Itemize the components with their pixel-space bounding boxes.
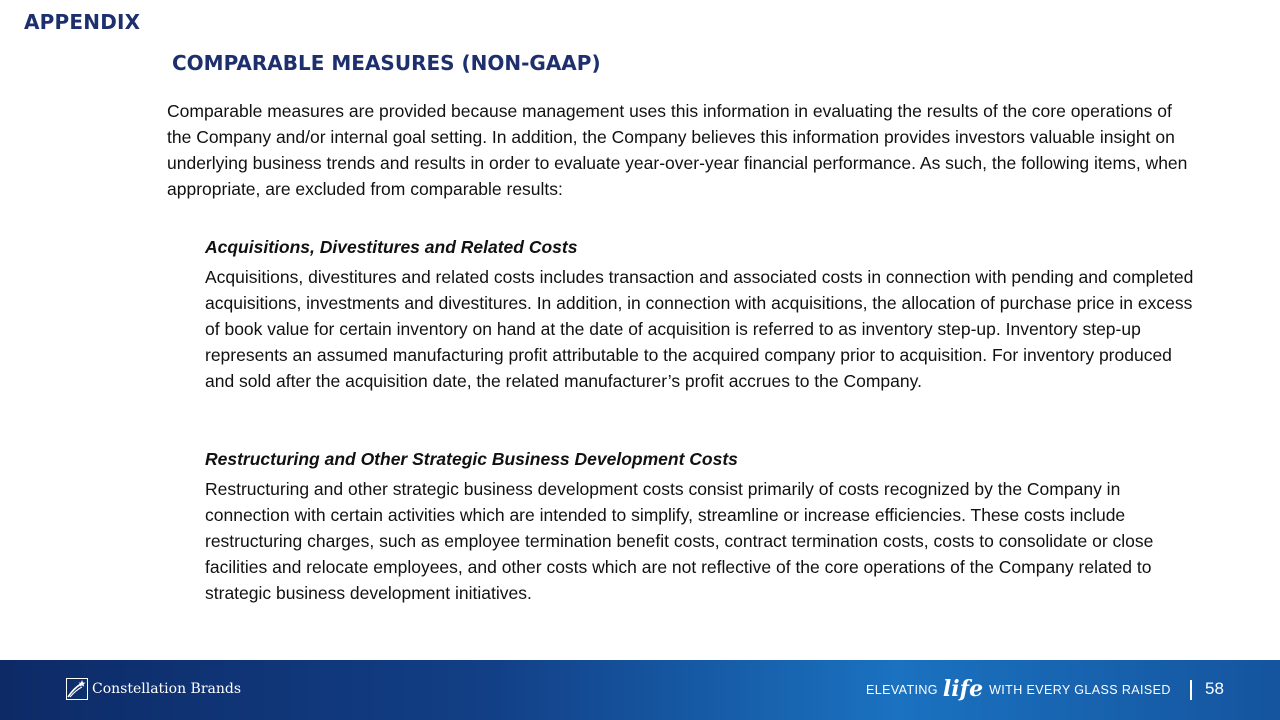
- section-heading: Restructuring and Other Strategic Business Development Costs: [205, 449, 738, 469]
- section-label: APPENDIX: [24, 10, 141, 34]
- section-acquisitions: [205, 234, 1205, 394]
- tagline: [866, 676, 1171, 704]
- logo-text: Constellation Brands: [92, 681, 242, 697]
- section-body: Acquisitions, divestitures and related costs includes transaction and associated costs in connection with pending and completed acquisitions, investments and divestitures. In addition, in connection with acquisitions, the allocation of purchase price in excess of book value for certain inventory on hand at the date of acquisition is referred to as inventory step-up. Inventory step-up represents an assumed manufacturing profit attributable to the acquired company prior to acquisition. For inventory produced and sold after the acquisition date, the related manufacturer’s profit accrues to the Company.: [205, 267, 1194, 391]
- footer-bar: [0, 660, 1280, 720]
- page-number: 58: [1205, 679, 1224, 698]
- tagline-suffix: WITH EVERY GLASS RAISED: [989, 683, 1171, 697]
- section-restructuring: [205, 446, 1205, 606]
- intro-paragraph: Comparable measures are provided because management uses this information in evaluating the results of the core operations of the Company and/or internal goal setting. In addition, the Company believes this information provides investors valuable insight on underlying business trends and results in order to evaluate year-over-year financial performance. As such, the following items, when appropriate, are excluded from comparable results:: [167, 101, 1188, 199]
- tagline-prefix: ELEVATING: [866, 683, 938, 697]
- section-heading: Acquisitions, Divestitures and Related Costs: [205, 237, 578, 257]
- footer-divider: [1190, 680, 1192, 700]
- section-body: Restructuring and other strategic business development costs consist primarily of costs recognized by the Company in connection with certain activities which are intended to simplify, streamline or increase efficiencies. These costs include restructuring charges, such as employee termination benefit costs, contract termination costs, costs to consolidate or close facilities and relocate employees, and other costs which are not reflective of the core operations of the Company related to strategic business development initiatives.: [205, 479, 1154, 603]
- page-title: COMPARABLE MEASURES (NON-GAAP): [172, 51, 601, 75]
- tagline-emphasis: life: [942, 676, 984, 702]
- company-logo: [66, 678, 241, 700]
- shooting-star-icon: [66, 678, 88, 700]
